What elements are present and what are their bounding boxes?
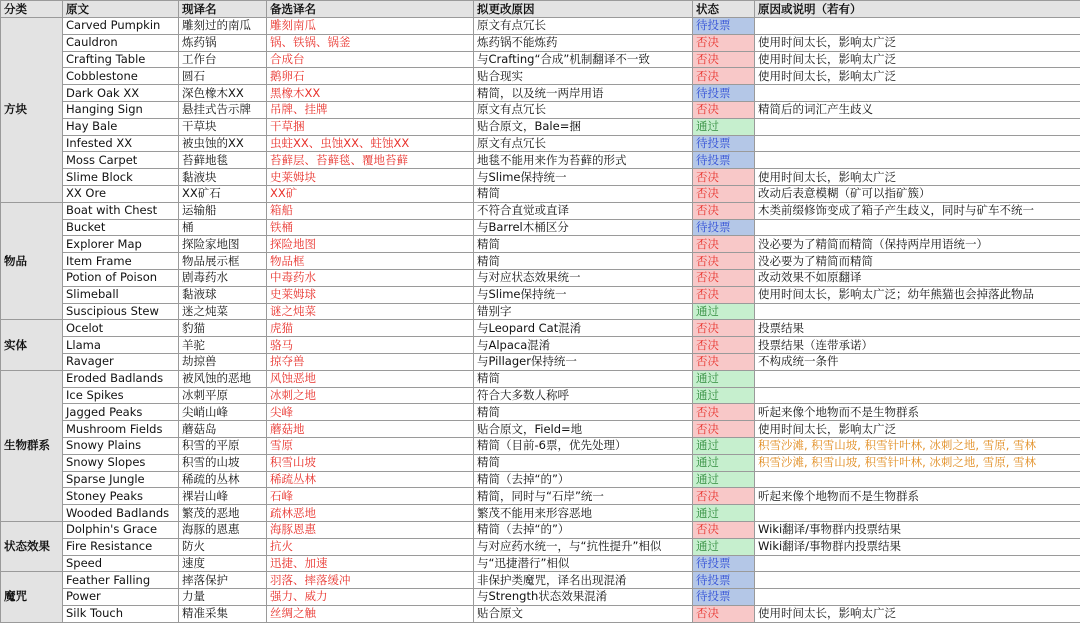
table-row xyxy=(1,85,1080,102)
note-cell: 积雪沙滩, 积雪山坡, 积雪针叶林, 冰刺之地, 雪原, 雪林 xyxy=(755,437,1080,454)
alternative-translation-cell: 雪原 xyxy=(267,437,474,454)
current-translation-cell: 羊驼 xyxy=(179,337,267,354)
status-cell: 否决 xyxy=(693,521,755,538)
alternative-translation-cell: 羽落、摔落缓冲 xyxy=(267,572,474,589)
reason-cell: 精简 xyxy=(474,185,693,202)
category-cell: 生物群系 xyxy=(1,370,63,521)
table-row xyxy=(1,605,1080,622)
note-cell: 精简后的词汇产生歧义 xyxy=(755,101,1080,118)
table-row xyxy=(1,68,1080,85)
alternative-translation-cell: 雕刻南瓜 xyxy=(267,18,474,35)
table-row xyxy=(1,118,1080,135)
alternative-translation-cell: 抗火 xyxy=(267,538,474,555)
reason-cell: 与Pillager保持统一 xyxy=(474,353,693,370)
reason-cell: 符合大多数人称呼 xyxy=(474,387,693,404)
alternative-translation-cell: XX矿 xyxy=(267,185,474,202)
note-cell: 木类前缀修饰变成了箱子产生歧义，同时与矿车不统一 xyxy=(755,202,1080,219)
original-cell: XX Ore xyxy=(63,185,179,202)
current-translation-cell: 圆石 xyxy=(179,68,267,85)
table-row xyxy=(1,219,1080,236)
current-translation-cell: 剧毒药水 xyxy=(179,269,267,286)
original-cell: Dark Oak XX xyxy=(63,85,179,102)
original-cell: Fire Resistance xyxy=(63,538,179,555)
status-cell: 否决 xyxy=(693,320,755,337)
note-cell xyxy=(755,18,1080,35)
table-row xyxy=(1,34,1080,51)
table-row xyxy=(1,185,1080,202)
table-row xyxy=(1,454,1080,471)
status-cell: 否决 xyxy=(693,34,755,51)
status-cell: 待投票 xyxy=(693,572,755,589)
table-row xyxy=(1,555,1080,572)
table-row xyxy=(1,269,1080,286)
reason-cell: 炼药锅不能炼药 xyxy=(474,34,693,51)
table-row xyxy=(1,370,1080,387)
note-cell xyxy=(755,152,1080,169)
original-cell: Jagged Peaks xyxy=(63,404,179,421)
note-cell: 使用时间太长，影响太广泛；幼年熊猫也会掉落此物品 xyxy=(755,286,1080,303)
alternative-translation-cell: 稀疏丛林 xyxy=(267,471,474,488)
alternative-translation-cell: 蘑菇地 xyxy=(267,421,474,438)
original-cell: Sparse Jungle xyxy=(63,471,179,488)
table-row xyxy=(1,488,1080,505)
current-translation-cell: 干草块 xyxy=(179,118,267,135)
alternative-translation-cell: 苔藓层、苔藓毯、覆地苔藓 xyxy=(267,152,474,169)
category-cell: 方块 xyxy=(1,18,63,203)
status-cell: 待投票 xyxy=(693,18,755,35)
current-translation-cell: 精准采集 xyxy=(179,605,267,622)
table-row xyxy=(1,202,1080,219)
reason-cell: 原文有点冗长 xyxy=(474,135,693,152)
original-cell: Boat with Chest xyxy=(63,202,179,219)
reason-cell: 不符合直觉或直译 xyxy=(474,202,693,219)
note-cell: 改动效果不如原翻译 xyxy=(755,269,1080,286)
category-cell: 状态效果 xyxy=(1,521,63,571)
table-row xyxy=(1,101,1080,118)
original-cell: Speed xyxy=(63,555,179,572)
status-cell: 通过 xyxy=(693,370,755,387)
alternative-translation-cell: 骆马 xyxy=(267,337,474,354)
original-cell: Slimeball xyxy=(63,286,179,303)
status-cell: 否决 xyxy=(693,605,755,622)
alternative-translation-cell: 锅、铁锅、锅釜 xyxy=(267,34,474,51)
alternative-translation-cell: 丝绸之触 xyxy=(267,605,474,622)
alternative-translation-cell: 干草捆 xyxy=(267,118,474,135)
original-cell: Carved Pumpkin xyxy=(63,18,179,35)
alternative-translation-cell: 石峰 xyxy=(267,488,474,505)
table-row xyxy=(1,404,1080,421)
status-cell: 否决 xyxy=(693,253,755,270)
original-cell: Hanging Sign xyxy=(63,101,179,118)
original-cell: Silk Touch xyxy=(63,605,179,622)
original-cell: Eroded Badlands xyxy=(63,370,179,387)
table-row xyxy=(1,572,1080,589)
category-cell: 实体 xyxy=(1,320,63,370)
current-translation-cell: 深色橡木XX xyxy=(179,85,267,102)
note-cell xyxy=(755,118,1080,135)
reason-cell: 地毯不能用来作为苔藓的形式 xyxy=(474,152,693,169)
reason-cell: 与Barrel木桶区分 xyxy=(474,219,693,236)
table-row xyxy=(1,286,1080,303)
note-cell xyxy=(755,555,1080,572)
status-cell: 否决 xyxy=(693,185,755,202)
current-translation-cell: 豹猫 xyxy=(179,320,267,337)
current-translation-cell: 探险家地图 xyxy=(179,236,267,253)
reason-cell: 与Strength状态效果混淆 xyxy=(474,589,693,606)
header-alternative: 备选译名 xyxy=(267,1,474,18)
alternative-translation-cell: 积雪山坡 xyxy=(267,454,474,471)
table-row xyxy=(1,236,1080,253)
current-translation-cell: 繁茂的恶地 xyxy=(179,505,267,522)
reason-cell: 繁茂不能用来形容恶地 xyxy=(474,505,693,522)
status-cell: 待投票 xyxy=(693,85,755,102)
note-cell xyxy=(755,572,1080,589)
current-translation-cell: 裸岩山峰 xyxy=(179,488,267,505)
reason-cell: 错别字 xyxy=(474,303,693,320)
current-translation-cell: 雕刻过的南瓜 xyxy=(179,18,267,35)
status-cell: 否决 xyxy=(693,269,755,286)
reason-cell: 精简 xyxy=(474,253,693,270)
status-cell: 待投票 xyxy=(693,589,755,606)
reason-cell: 与Slime保持统一 xyxy=(474,286,693,303)
alternative-translation-cell: 迅捷、加速 xyxy=(267,555,474,572)
original-cell: Item Frame xyxy=(63,253,179,270)
reason-cell: 与对应状态效果统一 xyxy=(474,269,693,286)
note-cell: 投票结果 xyxy=(755,320,1080,337)
original-cell: Snowy Plains xyxy=(63,437,179,454)
reason-cell: 与Leopard Cat混淆 xyxy=(474,320,693,337)
table-row xyxy=(1,18,1080,35)
status-cell: 否决 xyxy=(693,68,755,85)
status-cell: 通过 xyxy=(693,303,755,320)
note-cell xyxy=(755,589,1080,606)
original-cell: Power xyxy=(63,589,179,606)
reason-cell: 精简，以及统一两岸用语 xyxy=(474,85,693,102)
alternative-translation-cell: 鹅卵石 xyxy=(267,68,474,85)
reason-cell: 精简（目前-6票，优先处理） xyxy=(474,437,693,454)
status-cell: 否决 xyxy=(693,404,755,421)
original-cell: Dolphin's Grace xyxy=(63,521,179,538)
reason-cell: 与Crafting“合成”机制翻译不一致 xyxy=(474,51,693,68)
original-cell: Snowy Slopes xyxy=(63,454,179,471)
header-category: 分类 xyxy=(1,1,63,18)
header-reason: 拟更改原因 xyxy=(474,1,693,18)
alternative-translation-cell: 疏林恶地 xyxy=(267,505,474,522)
original-cell: Feather Falling xyxy=(63,572,179,589)
note-cell xyxy=(755,505,1080,522)
current-translation-cell: 苔藓地毯 xyxy=(179,152,267,169)
note-cell: 使用时间太长，影响太广泛 xyxy=(755,421,1080,438)
status-cell: 通过 xyxy=(693,437,755,454)
alternative-translation-cell: 尖峰 xyxy=(267,404,474,421)
current-translation-cell: 摔落保护 xyxy=(179,572,267,589)
alternative-translation-cell: 黑橡木XX xyxy=(267,85,474,102)
reason-cell: 贴合原文，Bale=捆 xyxy=(474,118,693,135)
original-cell: Slime Block xyxy=(63,169,179,186)
note-cell: 听起来像个地物而不是生物群系 xyxy=(755,488,1080,505)
alternative-translation-cell: 谜之炖菜 xyxy=(267,303,474,320)
status-cell: 否决 xyxy=(693,286,755,303)
current-translation-cell: 力量 xyxy=(179,589,267,606)
note-cell: 使用时间太长，影响太广泛 xyxy=(755,34,1080,51)
note-cell: 听起来像个地物而不是生物群系 xyxy=(755,404,1080,421)
table-row xyxy=(1,589,1080,606)
reason-cell: 原文有点冗长 xyxy=(474,101,693,118)
category-cell: 物品 xyxy=(1,202,63,320)
alternative-translation-cell: 箱船 xyxy=(267,202,474,219)
table-row xyxy=(1,471,1080,488)
reason-cell: 与Alpaca混淆 xyxy=(474,337,693,354)
reason-cell: 精简，同时与“石岸”统一 xyxy=(474,488,693,505)
original-cell: Explorer Map xyxy=(63,236,179,253)
original-cell: Hay Bale xyxy=(63,118,179,135)
alternative-translation-cell: 合成台 xyxy=(267,51,474,68)
current-translation-cell: 尖峭山峰 xyxy=(179,404,267,421)
current-translation-cell: 积雪的平原 xyxy=(179,437,267,454)
header-original: 原文 xyxy=(63,1,179,18)
original-cell: Ravager xyxy=(63,353,179,370)
note-cell: 积雪沙滩, 积雪山坡, 积雪针叶林, 冰刺之地, 雪原, 雪林 xyxy=(755,454,1080,471)
table-row xyxy=(1,437,1080,454)
alternative-translation-cell: 强力、威力 xyxy=(267,589,474,606)
original-cell: Mushroom Fields xyxy=(63,421,179,438)
original-cell: Ice Spikes xyxy=(63,387,179,404)
table-row xyxy=(1,303,1080,320)
original-cell: Infested XX xyxy=(63,135,179,152)
reason-cell: 精简（去掉“的”） xyxy=(474,521,693,538)
reason-cell: 与Slime保持统一 xyxy=(474,169,693,186)
status-cell: 否决 xyxy=(693,202,755,219)
header-note: 原因或说明（若有） xyxy=(755,1,1080,18)
note-cell xyxy=(755,471,1080,488)
table-row xyxy=(1,521,1080,538)
table-row xyxy=(1,320,1080,337)
current-translation-cell: 黏液球 xyxy=(179,286,267,303)
current-translation-cell: 冰刺平原 xyxy=(179,387,267,404)
reason-cell: 贴合原文 xyxy=(474,605,693,622)
reason-cell: 精简 xyxy=(474,454,693,471)
original-cell: Bucket xyxy=(63,219,179,236)
note-cell: Wiki翻译/事物群内投票结果 xyxy=(755,538,1080,555)
original-cell: Potion of Poison xyxy=(63,269,179,286)
alternative-translation-cell: 虎猫 xyxy=(267,320,474,337)
reason-cell: 贴合现实 xyxy=(474,68,693,85)
note-cell: 改动后表意模糊（矿可以指矿簇） xyxy=(755,185,1080,202)
table-row xyxy=(1,421,1080,438)
status-cell: 否决 xyxy=(693,236,755,253)
reason-cell: 精简 xyxy=(474,236,693,253)
reason-cell: 精简（去掉“的”） xyxy=(474,471,693,488)
reason-cell: 精简 xyxy=(474,404,693,421)
status-cell: 否决 xyxy=(693,169,755,186)
status-cell: 否决 xyxy=(693,101,755,118)
current-translation-cell: 物品展示框 xyxy=(179,253,267,270)
note-cell: Wiki翻译/事物群内投票结果 xyxy=(755,521,1080,538)
original-cell: Moss Carpet xyxy=(63,152,179,169)
current-translation-cell: 蘑菇岛 xyxy=(179,421,267,438)
reason-cell: 与“迅捷潜行”相似 xyxy=(474,555,693,572)
table-row xyxy=(1,387,1080,404)
alternative-translation-cell: 风蚀恶地 xyxy=(267,370,474,387)
status-cell: 否决 xyxy=(693,488,755,505)
note-cell: 使用时间太长，影响太广泛 xyxy=(755,68,1080,85)
status-cell: 否决 xyxy=(693,51,755,68)
original-cell: Crafting Table xyxy=(63,51,179,68)
table-row xyxy=(1,51,1080,68)
alternative-translation-cell: 虫蛀XX、虫蚀XX、蛀蚀XX xyxy=(267,135,474,152)
alternative-translation-cell: 物品框 xyxy=(267,253,474,270)
table-row xyxy=(1,337,1080,354)
table-row xyxy=(1,538,1080,555)
table-body xyxy=(1,18,1080,623)
reason-cell: 精简 xyxy=(474,370,693,387)
note-cell xyxy=(755,85,1080,102)
note-cell: 投票结果（连带承诺） xyxy=(755,337,1080,354)
current-translation-cell: 劫掠兽 xyxy=(179,353,267,370)
status-cell: 通过 xyxy=(693,505,755,522)
note-cell: 没必要为了精简而精简 xyxy=(755,253,1080,270)
current-translation-cell: 桶 xyxy=(179,219,267,236)
note-cell xyxy=(755,370,1080,387)
current-translation-cell: 速度 xyxy=(179,555,267,572)
original-cell: Llama xyxy=(63,337,179,354)
original-cell: Wooded Badlands xyxy=(63,505,179,522)
reason-cell: 原文有点冗长 xyxy=(474,18,693,35)
note-cell xyxy=(755,135,1080,152)
status-cell: 通过 xyxy=(693,538,755,555)
note-cell: 使用时间太长，影响太广泛 xyxy=(755,605,1080,622)
alternative-translation-cell: 史莱姆球 xyxy=(267,286,474,303)
reason-cell: 贴合原文，Field=地 xyxy=(474,421,693,438)
header-current: 现译名 xyxy=(179,1,267,18)
note-cell xyxy=(755,303,1080,320)
current-translation-cell: 积雪的山坡 xyxy=(179,454,267,471)
status-cell: 否决 xyxy=(693,421,755,438)
current-translation-cell: 海豚的恩惠 xyxy=(179,521,267,538)
table-row xyxy=(1,152,1080,169)
status-cell: 通过 xyxy=(693,118,755,135)
alternative-translation-cell: 探险地图 xyxy=(267,236,474,253)
original-cell: Stoney Peaks xyxy=(63,488,179,505)
table-row xyxy=(1,169,1080,186)
current-translation-cell: 黏液块 xyxy=(179,169,267,186)
note-cell xyxy=(755,387,1080,404)
note-cell: 使用时间太长，影响太广泛 xyxy=(755,51,1080,68)
current-translation-cell: 运输船 xyxy=(179,202,267,219)
alternative-translation-cell: 掠夺兽 xyxy=(267,353,474,370)
reason-cell: 非保护类魔咒，译名出现混淆 xyxy=(474,572,693,589)
current-translation-cell: 悬挂式告示牌 xyxy=(179,101,267,118)
current-translation-cell: XX矿石 xyxy=(179,185,267,202)
category-cell: 魔咒 xyxy=(1,572,63,622)
alternative-translation-cell: 冰刺之地 xyxy=(267,387,474,404)
reason-cell: 与对应药水统一，与“抗性提升”相似 xyxy=(474,538,693,555)
status-cell: 通过 xyxy=(693,471,755,488)
status-cell: 通过 xyxy=(693,454,755,471)
original-cell: Cauldron xyxy=(63,34,179,51)
current-translation-cell: 迷之炖菜 xyxy=(179,303,267,320)
table-row xyxy=(1,353,1080,370)
table-row xyxy=(1,253,1080,270)
current-translation-cell: 防火 xyxy=(179,538,267,555)
original-cell: Ocelot xyxy=(63,320,179,337)
status-cell: 通过 xyxy=(693,387,755,404)
current-translation-cell: 被虫蚀的XX xyxy=(179,135,267,152)
alternative-translation-cell: 铁桶 xyxy=(267,219,474,236)
original-cell: Suscipious Stew xyxy=(63,303,179,320)
alternative-translation-cell: 海豚恩惠 xyxy=(267,521,474,538)
current-translation-cell: 被风蚀的恶地 xyxy=(179,370,267,387)
header-row xyxy=(1,1,1080,18)
table-row xyxy=(1,135,1080,152)
note-cell: 没必要为了精简而精简（保持两岸用语统一） xyxy=(755,236,1080,253)
note-cell: 不构成统一条件 xyxy=(755,353,1080,370)
alternative-translation-cell: 史莱姆块 xyxy=(267,169,474,186)
status-cell: 待投票 xyxy=(693,219,755,236)
alternative-translation-cell: 吊牌、挂牌 xyxy=(267,101,474,118)
table-row xyxy=(1,505,1080,522)
alternative-translation-cell: 中毒药水 xyxy=(267,269,474,286)
status-cell: 否决 xyxy=(693,353,755,370)
original-cell: Cobblestone xyxy=(63,68,179,85)
note-cell: 使用时间太长，影响太广泛 xyxy=(755,169,1080,186)
current-translation-cell: 炼药锅 xyxy=(179,34,267,51)
current-translation-cell: 工作台 xyxy=(179,51,267,68)
status-cell: 否决 xyxy=(693,337,755,354)
status-cell: 待投票 xyxy=(693,555,755,572)
status-cell: 待投票 xyxy=(693,152,755,169)
status-cell: 待投票 xyxy=(693,135,755,152)
header-status: 状态 xyxy=(693,1,755,18)
note-cell xyxy=(755,219,1080,236)
current-translation-cell: 稀疏的丛林 xyxy=(179,471,267,488)
